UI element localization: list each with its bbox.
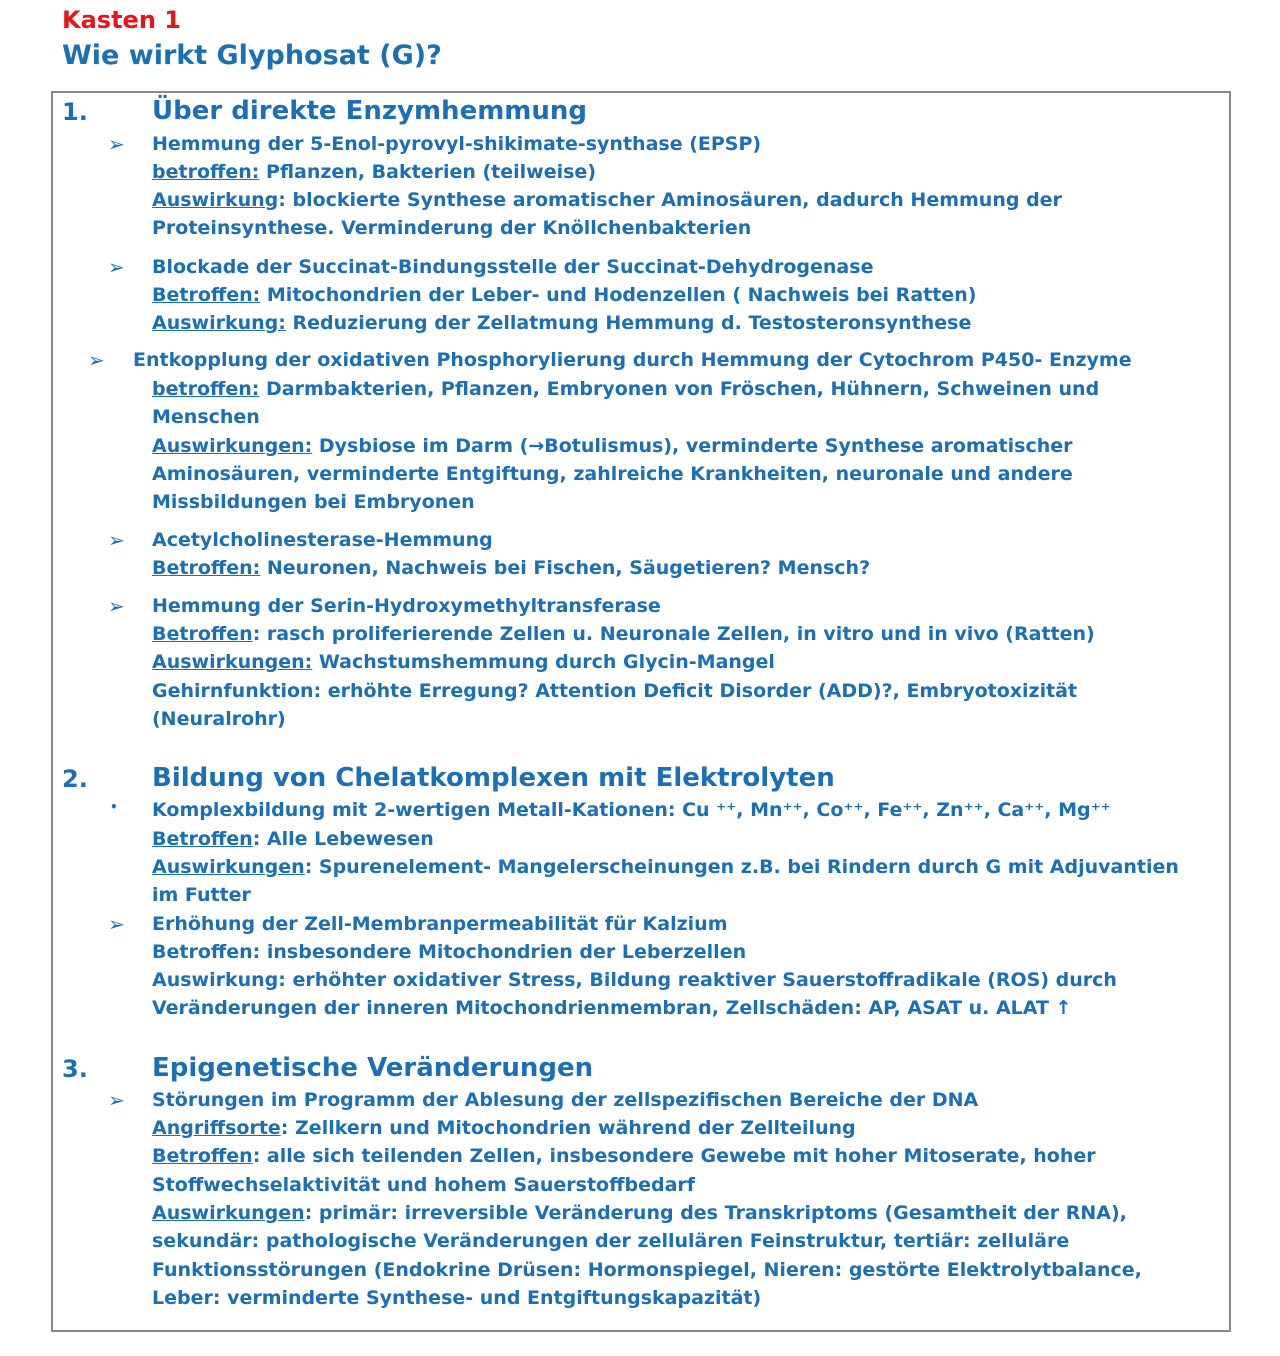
- item-line: Leber: verminderte Synthese- und Entgiftungskapazität): [152, 1287, 762, 1309]
- item-line: Veränderungen der inneren Mitochondrienmembran, Zellschäden: AP, ASAT u. ALAT ↑: [152, 997, 1072, 1019]
- item-line: Missbildungen bei Embryonen: [152, 491, 475, 513]
- item-line: Gehirnfunktion: erhöhte Erregung? Attention Deficit Disorder (ADD)?, Embryotoxizität: [152, 680, 1078, 702]
- item-text: : Zellkern und Mitochondrien während der Zellteilung: [280, 1117, 856, 1139]
- item-heading: Komplexbildung mit 2-wertigen Metall-Kationen: Cu ⁺⁺, Mn⁺⁺, Co⁺⁺, Fe⁺⁺, Zn⁺⁺, Ca⁺⁺, Mg⁺⁺: [152, 799, 1111, 821]
- item-text: : blockierte Synthese aromatischer Aminosäuren, dadurch Hemmung der: [278, 189, 1062, 211]
- item-line: Menschen: [152, 406, 260, 428]
- item-text: Pflanzen, Bakterien (teilweise): [259, 161, 597, 183]
- item-label: Betroffen: [152, 828, 253, 850]
- arrowhead-bullet-icon: ➢: [108, 594, 125, 618]
- item-line: [152, 1142, 1096, 1170]
- item-line: [152, 1199, 1127, 1227]
- item-text: Wachstumshemmung durch Glycin-Mangel: [312, 651, 775, 673]
- section-3-title: Epigenetische Veränderungen: [152, 1053, 594, 1083]
- item-text: Mitochondrien der Leber- und Hodenzellen ( Nachweis bei Ratten): [260, 284, 977, 306]
- item-label: Betroffen: [152, 1145, 253, 1167]
- item-heading: Acetylcholinesterase-Hemmung: [152, 529, 493, 551]
- item-line: [152, 158, 596, 186]
- item-label: Betroffen:: [152, 284, 261, 306]
- item-heading: Entkopplung der oxidativen Phosphorylierung durch Hemmung der Cytochrom P450- Enzyme: [133, 349, 1132, 371]
- item-line: im Futter: [152, 884, 251, 906]
- arrowhead-bullet-icon: ➢: [88, 348, 105, 372]
- section-3-number: 3.: [62, 1055, 88, 1083]
- arrowhead-bullet-icon: ➢: [108, 1088, 125, 1112]
- item-line: [152, 1114, 856, 1142]
- item-label: Betroffen: [152, 623, 253, 645]
- item-label: betroffen:: [152, 161, 260, 183]
- item-text: Reduzierung der Zellatmung Hemmung d. Testosteronsynthese: [285, 312, 972, 334]
- item-line: sekundär: pathologische Veränderungen der zellulären Feinstruktur, tertiär: zelluläre: [152, 1230, 1070, 1252]
- item-line: [152, 825, 434, 853]
- item-label: Auswirkungen:: [152, 651, 313, 673]
- item-text: : rasch proliferierende Zellen u. Neuronale Zellen, in vitro und in vivo (Ratten): [252, 623, 1095, 645]
- item-label: betroffen:: [152, 378, 260, 400]
- arrowhead-bullet-icon: ➢: [108, 132, 125, 156]
- item-line: [152, 281, 976, 309]
- item-label: Auswirkungen: [152, 1202, 305, 1224]
- section-1-title: Über direkte Enzymhemmung: [152, 96, 588, 126]
- item-line: [152, 554, 870, 582]
- item-label: Auswirkungen: [152, 856, 305, 878]
- item-text: Dysbiose im Darm (→Botulismus), verminderte Synthese aromatischer: [312, 435, 1073, 457]
- item-text: : primär: irreversible Veränderung des Transkriptoms (Gesamtheit der RNA),: [304, 1202, 1127, 1224]
- item-line: Funktionsstörungen (Endokrine Drüsen: Hormonspiegel, Nieren: gestörte Elektrolytbalance,: [152, 1259, 1142, 1281]
- arrowhead-bullet-icon: ➢: [108, 255, 125, 279]
- item-label: Betroffen:: [152, 557, 261, 579]
- item-line: Auswirkung: erhöhter oxidativer Stress, Bildung reaktiver Sauerstoffradikale (ROS) durch: [152, 969, 1117, 991]
- item-line: [152, 853, 1179, 881]
- item-line: Betroffen: insbesondere Mitochondrien der Leberzellen: [152, 941, 747, 963]
- item-heading: Blockade der Succinat-Bindungsstelle der Succinat-Dehydrogenase: [152, 256, 874, 278]
- item-heading: Hemmung der Serin-Hydroxymethyltransferase: [152, 595, 661, 617]
- section-1-number: 1.: [62, 98, 88, 126]
- item-heading: Störungen im Programm der Ablesung der zellspezifischen Bereiche der DNA: [152, 1089, 979, 1111]
- item-text: : Alle Lebewesen: [252, 828, 434, 850]
- document-title: Wie wirkt Glyphosat (G)?: [62, 40, 442, 71]
- item-text: : alle sich teilenden Zellen, insbesondere Gewebe mit hoher Mitoserate, hoher: [252, 1145, 1096, 1167]
- small-bullet-icon: •: [110, 800, 118, 814]
- item-label: Auswirkung:: [152, 312, 286, 334]
- item-line: [152, 186, 1062, 214]
- item-heading: Erhöhung der Zell-Membranpermeabilität für Kalzium: [152, 913, 728, 935]
- item-line: Stoffwechselaktivität und hohem Sauerstoffbedarf: [152, 1174, 696, 1196]
- item-line: [152, 648, 775, 676]
- item-line: [152, 620, 1095, 648]
- item-line: Aminosäuren, verminderte Entgiftung, zahlreiche Krankheiten, neuronale und andere: [152, 463, 1073, 485]
- item-line: [152, 432, 1073, 460]
- item-label: Auswirkung: [152, 189, 279, 211]
- section-2-title: Bildung von Chelatkomplexen mit Elektrolyten: [152, 763, 835, 793]
- item-line: [152, 375, 1099, 403]
- item-text: : Spurenelement- Mangelerscheinungen z.B. bei Rindern durch G mit Adjuvantien: [304, 856, 1179, 878]
- arrowhead-bullet-icon: ➢: [108, 528, 125, 552]
- item-text: Neuronen, Nachweis bei Fischen, Säugetieren? Mensch?: [260, 557, 871, 579]
- item-heading: Hemmung der 5-Enol-pyrovyl-shikimate-synthase (EPSP): [152, 133, 762, 155]
- section-2-number: 2.: [62, 765, 88, 793]
- box-label: Kasten 1: [62, 6, 181, 34]
- item-line: Proteinsynthese. Verminderung der Knöllchenbakterien: [152, 217, 752, 239]
- item-line: (Neuralrohr): [152, 708, 286, 730]
- arrowhead-bullet-icon: ➢: [108, 912, 125, 936]
- item-label: Auswirkungen:: [152, 435, 313, 457]
- item-line: [152, 309, 971, 337]
- item-text: Darmbakterien, Pflanzen, Embryonen von Fröschen, Hühnern, Schweinen und: [259, 378, 1100, 400]
- item-label: Angriffsorte: [152, 1117, 281, 1139]
